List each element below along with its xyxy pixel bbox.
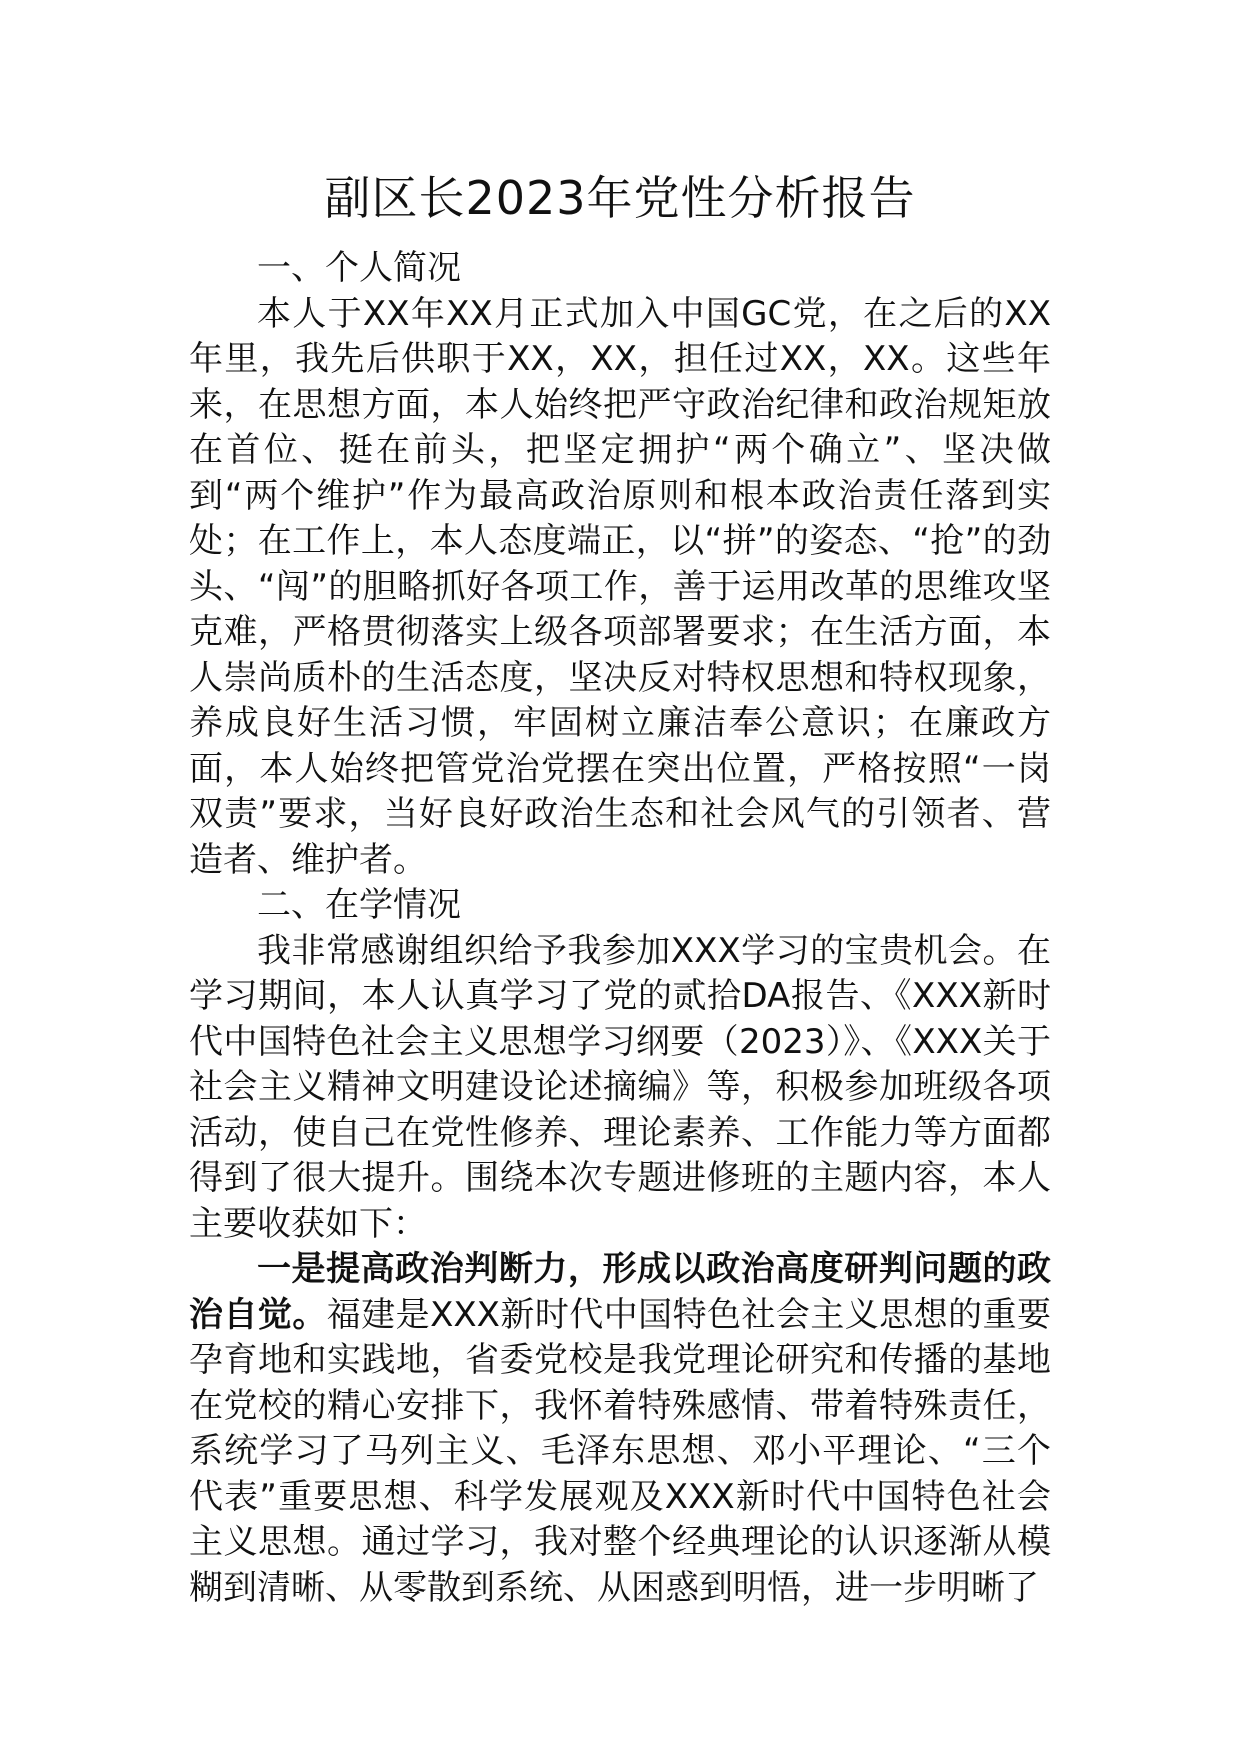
section-heading-personal-profile: 一、个人简况 xyxy=(257,248,461,288)
paragraph-point-one xyxy=(189,1247,1051,1611)
paragraph-personal-profile: 本人于XX年XX月正式加入中国GC党，在之后的XX年里，我先后供职于XX，XX，担任过XX，XX。这些年来，在思想方面，本人始终把严守政治纪律和政治规矩放在首位、挺在前头，把坚定拥护“两个确立”、坚决做到“两个维护”作为最高政治原则和根本政治责任落到实处；在工作上，本人态度端正，以“拼”的姿态、“抢”的劲头、“闯”的胆略抓好各项工作，善于运用改革的思维攻坚克难，严格贯彻落实上级各项部署要求；在生活方面，本人崇尚质朴的生活态度，坚决反对特权思想和特权现象，养成良好生活习惯，牢固树立廉洁奉公意识；在廉政方面，本人始终把管党治党摆在突出位置，严格按照“一岗双责”要求，当好良好政治生态和社会风气的引领者、营造者、维护者。 xyxy=(189,293,1051,880)
section-heading-study-status: 二、在学情况 xyxy=(257,885,461,925)
point-one-lead: 一是提高政治判断力，形成以政治高度研判问题的政治自觉。 xyxy=(189,1249,1051,1335)
document-title: 副区长2023年党性分析报告 xyxy=(324,171,916,225)
point-one-text: 福建是XXX新时代中国特色社会主义思想的重要孕育地和实践地，省委党校是我党理论研究和传播的基地在党校的精心安排下，我怀着特殊感情、带着特殊责任，系统学习了马列主义、毛泽东思想、邓小平理论、“三个代表”重要思想、科学发展观及XXX新时代中国特色社会主义思想。通过学习，我对整个经典理论的认识逐渐从模糊到清晰、从零散到系统、从困惑到明悟，进一步明晰了 xyxy=(189,1294,1052,1608)
document-body xyxy=(189,246,1051,1611)
paragraph-study-status: 我非常感谢组织给予我参加XXX学习的宝贵机会。在学习期间，本人认真学习了党的贰拾DA报告、《XXX新时代中国特色社会主义思想学习纲要（2023）》、《XXX关于社会主义精神文明建设论述摘编》等，积极参加班级各项活动，使自己在党性修养、理论素养、工作能力等方面都得到了很大提升。围绕本次专题进修班的主题内容，本人主要收获如下： xyxy=(189,930,1051,1244)
